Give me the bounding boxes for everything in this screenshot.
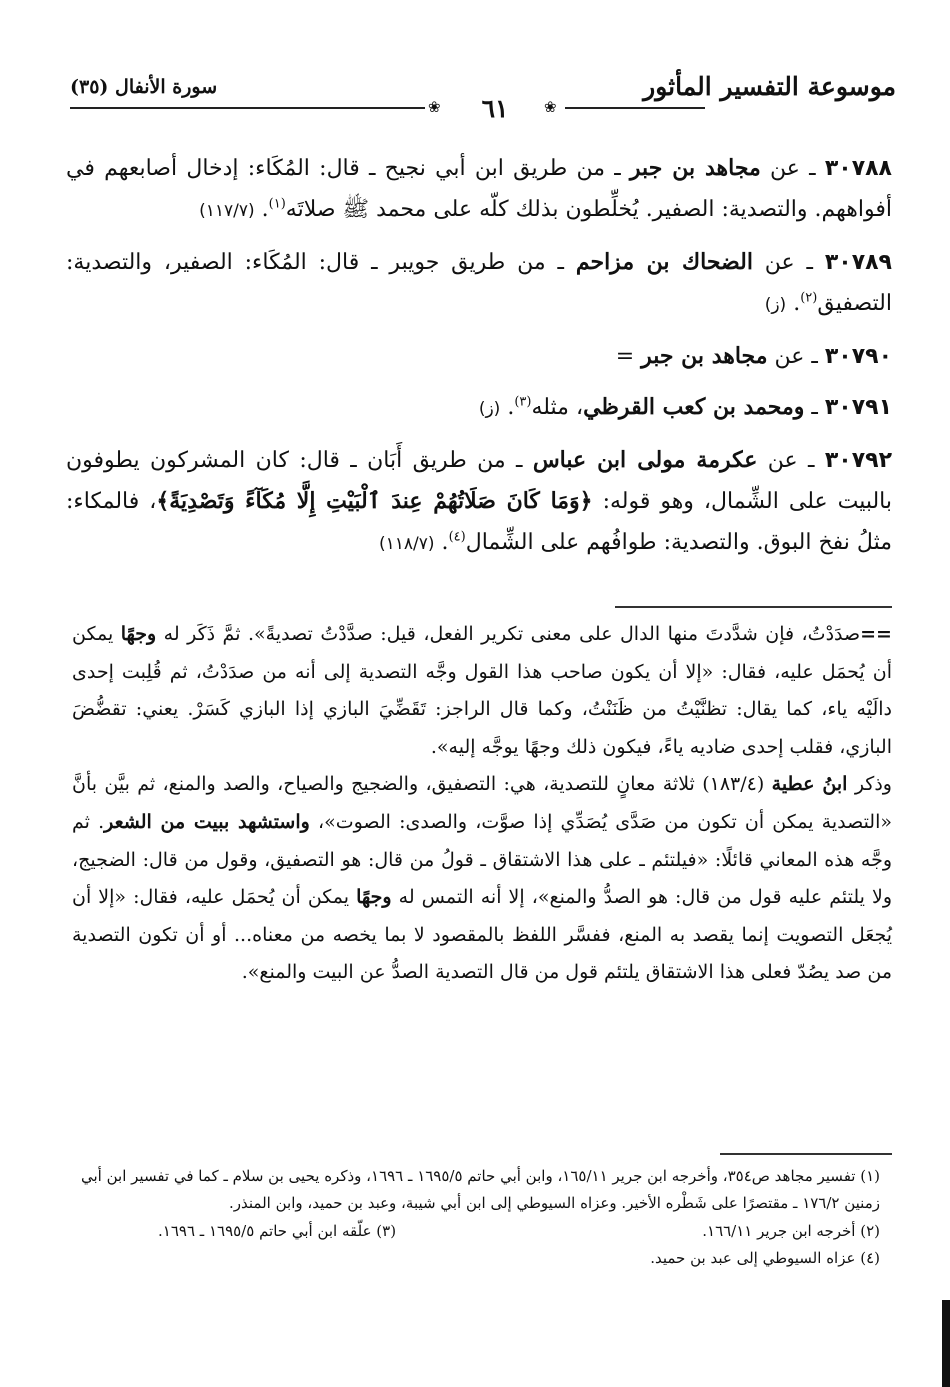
page-header (70, 68, 896, 123)
page-number: ٦١ (481, 94, 509, 123)
footnote-divider (720, 1153, 892, 1155)
footnote-marker[interactable]: (٢) (800, 290, 818, 306)
narration-text: = (615, 344, 642, 369)
ornament-icon: ❀ (428, 98, 441, 116)
commentary-text: وذكر (847, 773, 892, 796)
footnote-row (68, 1218, 880, 1245)
punct: . (254, 197, 269, 222)
footnote-2: (٢) أخرجه ابن جرير ١٦٦/١١. (702, 1221, 880, 1240)
narrator-name: الضحاك بن مزاحم (575, 249, 753, 275)
header-rule-left (565, 107, 705, 109)
footnote-1: (١) تفسير مجاهد ص٣٥٤، وأخرجه ابن جرير ١٦٥/١١، وابن أبي حاتم ١٦٩٥/٥ ـ ١٦٩٦، وذكره يحيى بن سلام ـ كما في تفسير ابن أبي زمنين ١٧٦/٢ ـ مقتصرًا على شَطْره الأخير. وعزاه السيوطي إلى ابن أبي شيبة، وعبد بن حميد، وابن المنذر. (81, 1167, 880, 1213)
commentary-text: صدَدْتُ، فإن شدَّدتَ منها الدال على معنى تكرير الفعل، قيل: صدَّدْتُ تصديةً». ثمَّ ذَكَر له (156, 623, 861, 645)
narrator-name: مجاهد بن جبر (629, 155, 761, 181)
commentary-text: يمكن أن يُحمَل عليه، فقال: «إلا أن يكون صاحب هذا القول وجَّه التصدية إلى أنه من صدَدْتُ، ثم قُلِبت إحدى دالَيْه ياء، كما يقال: تظنَّيْتُ من ظَنَنْتُ، وكما قال الراجز: تَقَضِّيَ البازي إذا البازي كَسَرْ. يعني: تقضُّضَ البازي، فقلب إحدى ضاديه ياءً، فيكون ذلك وجهًا يوجَّه إليه». (72, 623, 892, 758)
footnote-marker[interactable]: (٣) (514, 394, 532, 410)
book-title: موسوعة التفسير المأثور (643, 72, 896, 101)
footnote-marker[interactable]: (١) (268, 196, 286, 212)
narration-text: ـ من طريق أَبَان ـ قال: كان المشركون يطوفون بالبيت على الشِّمال، وهو قوله: (66, 448, 892, 514)
ornament-icon: ❀ (544, 98, 557, 116)
commentary-emphasis: ابنُ عطية (771, 773, 848, 796)
narration-number: ٣٠٧٩٢ (824, 448, 892, 473)
narrator-name: عكرمة مولى ابن عباس (532, 447, 758, 473)
volume-reference: (ز) (478, 399, 501, 419)
commentary-text: . ثم وجَّه هذه المعاني قائلًا: «فيلتئم ـ على هذا الاشتقاق ـ قولُ من قال: هو التصفيق، وقول من قال: الضجيج، ولا يلتئم عليه قول من قال: هو الصدُّ والمنع»، إلا أنه التمس له (72, 810, 892, 909)
commentary (72, 616, 892, 992)
volume-reference: (ز) (764, 295, 787, 315)
footnote-marker[interactable]: (٤) (448, 529, 466, 545)
commentary-emphasis: وجهًا (356, 886, 392, 909)
header-rule-right (70, 107, 425, 109)
narration-text: ، مثله (531, 395, 584, 420)
narration-entry: ٣٠٧٩١ ـ ومحمد بن كعب القرظي، مثله$^{(٣)}$. (ز) (478, 394, 892, 420)
continuation-mark: == (860, 623, 892, 645)
section-divider (615, 606, 892, 608)
volume-reference: (١١٨/٧) (379, 534, 435, 554)
commentary-emphasis: واستشهد ببيت من الشعر (104, 810, 310, 833)
narrations (66, 148, 892, 575)
narrator-name: مجاهد بن جبر (641, 343, 768, 369)
narration-entry: ٣٠٧٨٨ ـ عن مجاهد بن جبر ـ من طريق ابن أبي نجيح ـ قال: المُكَاء: إدخال أصابعهم في أفواههم. والتصدية: الصفير. يُخلِّطون بذلك كلّه على محمد ﷺ صلاتَه$^{(١)}$. (١١٧/٧) (66, 155, 892, 222)
narration-text: ـ من طريق ابن أبي نجيح ـ قال: المُكَاء: إدخال أصابعهم في أفواههم. والتصدية: الصفير. يُخلِّطون بذلك كلّه على محمد ﷺ صلاتَه (66, 156, 892, 222)
punct: . (500, 395, 515, 420)
narration-text: ـ من طريق جويبر ـ قال: المُكَاء: الصفير، والتصدية: التصفيق (66, 250, 892, 316)
commentary-text: يمكن أن يُحمَل عليه، فقال: «إلا أن يُجعَل التصويت إنما يقصد به المنع، ففسَّر اللفظ بالمقصود لا بما يخصه من معناه... أو أن تكون التصدية من صد يصُدّ فعلى هذا الاشتقاق يلتئم قول من قال التصدية الصدُّ عن البيت والمنع». (72, 886, 892, 984)
narration-entry: ٣٠٧٩٢ ـ عن عكرمة مولى ابن عباس ـ من طريق أَبَان ـ قال: كان المشركون يطوفون بالبيت على الشِّمال، وهو قوله: ﴿وَمَا كَانَ صَلَاتُهُمْ عِندَ ٱلْبَيْتِ إِلَّا مُكَآءً وَتَصْدِيَةً﴾، فالمكاء: مثلُ نفخ البوق. والتصدية: طوافُهم على الشِّمال$^{(٤)}$. (١١٨/٧) (66, 447, 892, 555)
surah-label: سورة الأنفال (٣٥) (70, 76, 218, 98)
narration-entry: ٣٠٧٩٠ ـ عن مجاهد بن جبر = (615, 343, 892, 369)
punct: . (786, 291, 801, 316)
narration-entry: ٣٠٧٨٩ ـ عن الضحاك بن مزاحم ـ من طريق جويبر ـ قال: المُكَاء: الصفير، والتصدية: التصفيق$^{(٢)}$. (ز) (66, 249, 892, 316)
narration-number: ٣٠٧٨٩ (824, 250, 892, 275)
footnote-4: (٤) عزاه السيوطي إلى عبد بن حميد. (650, 1249, 880, 1268)
narration-text: ، فالمكاء: مثلُ نفخ البوق. والتصدية: طوافُهم على الشِّمال (66, 489, 892, 555)
commentary-paragraph (72, 766, 892, 992)
volume-reference: (١١٧/٧) (199, 201, 255, 221)
narrator-name: ومحمد بن كعب القرظي (583, 394, 805, 420)
commentary-emphasis: وجهًا (120, 623, 157, 645)
footnote-3: (٣) علّقه ابن أبي حاتم ١٦٩٥/٥ ـ ١٦٩٦. (158, 1221, 397, 1240)
narration-number: ٣٠٧٩٠ (824, 344, 892, 369)
narration-number: ٣٠٧٩١ (824, 395, 892, 420)
punct: . (434, 530, 449, 555)
commentary-text: (١٨٣/٤) ثلاثة معانٍ للتصدية، هي: التصفيق، والضجيج والصياح، والصد والمنع، ثم بيَّن بأنَّ «التصدية يمكن أن تكون من صَدَّى يُصَدِّي إذا صوَّت، والصدى: الصوت»، (72, 773, 892, 833)
quran-verse: ﴿وَمَا كَانَ صَلَاتُهُمْ عِندَ ٱلْبَيْتِ إِلَّا مُكَآءً وَتَصْدِيَةً﴾ (156, 488, 593, 514)
commentary-paragraph (72, 616, 892, 766)
footnotes (68, 1163, 880, 1273)
page-edge-shadow (942, 1300, 950, 1387)
narration-number: ٣٠٧٨٨ (824, 156, 892, 181)
